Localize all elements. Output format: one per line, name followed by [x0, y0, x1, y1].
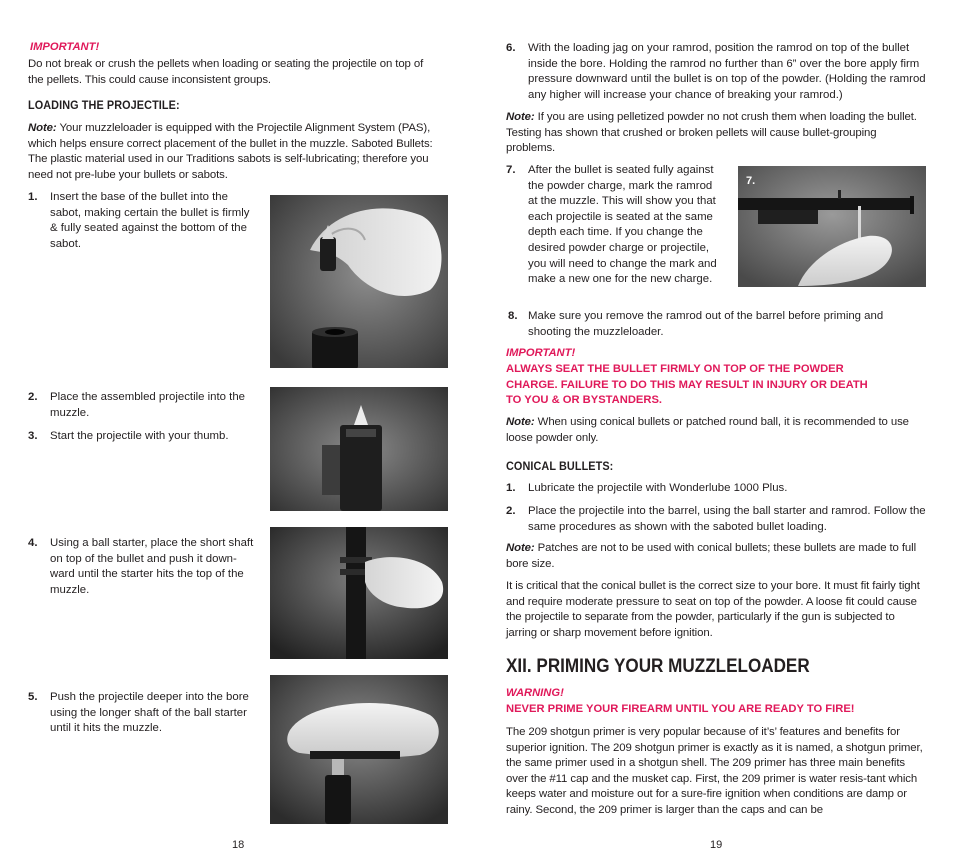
step-2	[28, 390, 260, 422]
step-5	[28, 690, 260, 738]
section-title: XII. PRIMING YOUR MUZZLELOADER	[506, 656, 810, 677]
note-label: Note:	[28, 122, 57, 134]
step-number: 2.	[28, 391, 38, 403]
page-number-right: 19	[710, 839, 723, 851]
photo-7-label: 7.	[746, 175, 756, 187]
step-number: 1.	[506, 482, 516, 494]
muzzle-illustration	[270, 387, 448, 511]
step-8	[506, 309, 926, 341]
patches-note	[506, 541, 930, 572]
note-text: If you are using pelletized powder no not crush them when loading the bullet. Testing has shown that crushed or broken pellets will cause bullet-grouping problems.	[506, 111, 917, 155]
important-text-left: Do not break or crush the pellets when loading or seating the projectile on top of the pellets. This could cause inconsistent groups.	[28, 58, 424, 86]
note-text: Patches are not to be used with conical bullets; these bullets are made to full bore size.	[506, 542, 917, 570]
primer-paragraph: The 209 shotgun primer is very popular because of it’s’ features and benefits for superior ignition. The 209 shotgun primer is exactly as it is named, a shotgun primer, the same primer used in a shotgun shell. The 209 primer has three main benefits over the #11 cap and the musket cap. First, the 209 primer is water resis-tant which keeps water and moisture out for a sure-fire ignition when conditions are damp or rainy. Second, the 209 primer is larger than the caps and can be	[506, 726, 923, 816]
step-text: With the loading jag on your ramrod, position the ramrod on top of the bullet inside the bore. Holding the ramrod no further than 6” over the bore apply firm pressure downward until the bullet is on top of the powder. (Holding the ramrod any higher will increase your chance of breaking your ramrod.)	[528, 42, 926, 101]
step-number: 2.	[506, 505, 516, 517]
critical-paragraph: It is critical that the conical bullet is the correct size to your bore. It must fit fairly tight and require moderate pressure to seat on top of the powder. A loose fit could cause the projectile to separate from the powder, particularly if the gun is subjected to jarring or sharp movement before ignition.	[506, 580, 920, 639]
step-text: Using a ball starter, place the short shaft on top of the bullet and push it down-ward until the starter hits the top of the muzzle.	[50, 537, 254, 596]
note-label: Note:	[506, 542, 535, 554]
note-label: Note:	[506, 111, 535, 123]
step-number: 8.	[508, 310, 518, 322]
step-3	[28, 429, 260, 447]
photo-ramrod-mark	[738, 166, 926, 287]
step-number: 1.	[28, 191, 38, 203]
sabot-bullet-illustration	[270, 195, 448, 368]
note-text: Your muzzleloader is equipped with the Projectile Alignment System (PAS), which helps ensure correct placement of the bullet in the muzzle. Saboted Bullets: The plastic material used in our Traditions sabots is self-lubricating; therefore you need not pre-lube your bullets or sabots.	[28, 122, 433, 181]
photo-projectile-muzzle	[270, 387, 448, 511]
ball-starter-illustration	[270, 527, 448, 659]
warning-text: NEVER PRIME YOUR FIREARM UNTIL YOU ARE READY TO FIRE!	[506, 703, 855, 715]
step-number: 7.	[506, 164, 516, 176]
important-label-left: IMPORTANT!	[30, 41, 100, 53]
step-number: 6.	[506, 42, 516, 54]
pas-note	[28, 121, 446, 183]
step-number: 5.	[28, 691, 38, 703]
ramrod-illustration	[738, 166, 926, 287]
pellet-note	[506, 110, 924, 157]
conical-step-1	[506, 481, 926, 499]
important-label-right: IMPORTANT!	[506, 347, 576, 359]
step-7	[506, 163, 724, 303]
long-shaft-illustration	[270, 675, 448, 824]
conical-bullets-heading: CONICAL BULLETS:	[506, 459, 614, 473]
photo-ball-starter-long	[270, 675, 448, 824]
step-text: Place the assembled projectile into the muzzle.	[50, 391, 246, 419]
photo-sabot-bullet	[270, 195, 448, 368]
step-text: After the bullet is seated fully against the powder charge, mark the ramrod at the muzzle. This will show you that each projectile is seated at the same depth each time. If you change the desired powder charge or projectile, you will need to change the mark and make a new one for the new charge.	[528, 164, 717, 286]
conical-step-2	[506, 504, 926, 536]
step-text: Start the projectile with your thumb.	[50, 430, 229, 442]
warning-label: WARNING!	[506, 687, 564, 699]
important-text-right: ALWAYS SEAT THE BULLET FIRMLY ON TOP OF THE POWDER CHARGE. FAILURE TO DO THIS MAY RESULT IN INJURY OR DEATH TO YOU & OR BYSTANDERS.	[506, 363, 868, 407]
step-text: Push the projectile deeper into the bore using the longer shaft of the ball starter until it hits the muzzle.	[50, 691, 249, 735]
loading-projectile-heading: LOADING THE PROJECTILE:	[28, 98, 180, 112]
photo-ball-starter-short	[270, 527, 448, 659]
step-text: Insert the base of the bullet into the sabot, making certain the bullet is firmly & fully seated against the bottom of the sabot.	[50, 191, 250, 250]
step-1	[28, 190, 260, 260]
step-number: 3.	[28, 430, 38, 442]
step-6	[506, 41, 926, 105]
step-text: Place the projectile into the barrel, using the ball starter and ramrod. Follow the same procedures as shown with the saboted bullet loading.	[528, 505, 926, 533]
page-number-left: 18	[232, 839, 245, 851]
step-text: Lubricate the projectile with Wonderlube 1000 Plus.	[528, 482, 788, 494]
note-text: When using conical bullets or patched round ball, it is recommended to use loose powder only.	[506, 416, 909, 444]
step-number: 4.	[28, 537, 38, 549]
note-label: Note:	[506, 416, 535, 428]
step-4	[28, 536, 260, 600]
conical-powder-note	[506, 415, 926, 446]
step-text: Make sure you remove the ramrod out of the barrel before priming and shooting the muzzleloader.	[528, 310, 884, 338]
